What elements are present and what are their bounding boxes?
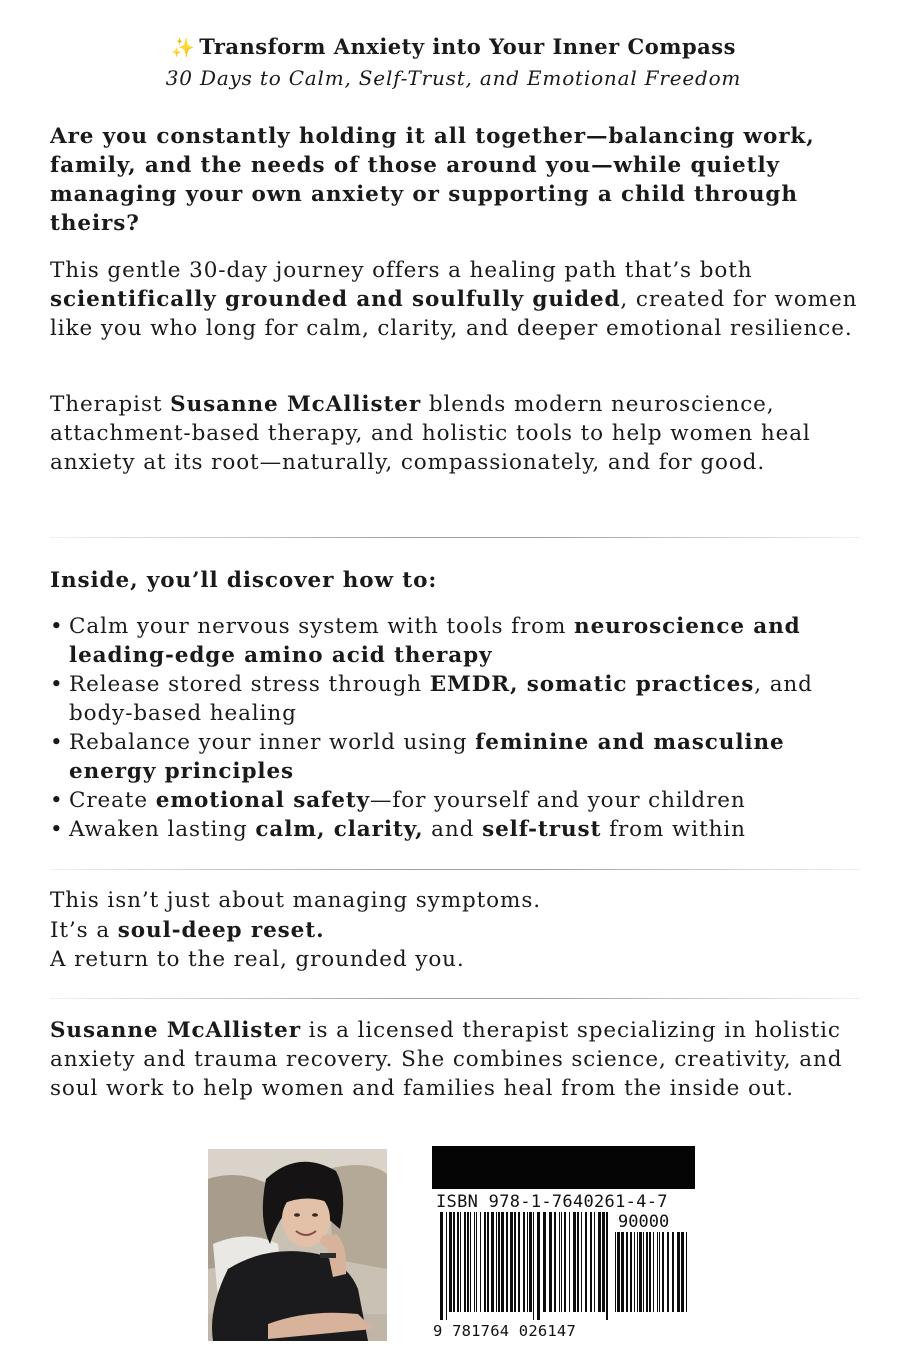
author-intro-end: blends modern neuroscience, attachment-based therapy, and holistic tools to help women heal anxiety at its root—naturally, compassionately, and for good. <box>50 392 811 475</box>
description-highlight: scientifically grounded and soulfully guided <box>50 287 621 312</box>
barcode-bar <box>510 1212 513 1312</box>
closing-line: A return to the real, grounded you. <box>50 947 465 972</box>
barcode-bar <box>518 1212 520 1312</box>
barcode-bar <box>677 1232 680 1312</box>
list-item-highlight: feminine and masculine energy principles <box>69 730 785 784</box>
barcode-bar <box>476 1212 477 1312</box>
isbn-label: ISBN 978-1-7640261-4-7 <box>436 1192 668 1212</box>
barcode-bar <box>487 1212 489 1312</box>
barcode-bar <box>606 1212 608 1320</box>
author-photo <box>208 1149 387 1341</box>
barcode-bar <box>569 1212 570 1312</box>
barcode-bar <box>559 1212 560 1312</box>
list-item-text: Rebalance your inner world using <box>69 730 476 755</box>
ean-digits: 9 781764 026147 <box>433 1322 576 1340</box>
barcode-bar <box>457 1212 459 1312</box>
barcode-black-band <box>432 1146 695 1189</box>
barcode-bar <box>659 1232 660 1312</box>
list-item-text: Create <box>69 788 156 813</box>
barcode-bar <box>554 1212 556 1312</box>
barcode-bar <box>561 1212 562 1312</box>
sparkle-icon: ✨ <box>171 37 196 59</box>
barcode-bar <box>573 1212 576 1312</box>
benefit-list <box>50 612 865 844</box>
list-item-highlight: EMDR, somatic practices <box>429 672 755 697</box>
barcode-bar <box>672 1232 674 1312</box>
barcode-bar <box>594 1212 595 1312</box>
description-text-start: This gentle 30-day journey offers a healing path that’s both <box>50 258 753 283</box>
closing-line <box>50 916 865 946</box>
barcode-bar <box>460 1212 461 1312</box>
barcode-bar <box>496 1212 497 1312</box>
intro-question: Are you constantly holding it all together—balancing work, family, and the needs of those around you—while quietly managing your own anxiety or supporting a child through theirs? <box>50 124 815 236</box>
barcode-bar <box>639 1232 642 1312</box>
barcode-bar <box>598 1212 601 1312</box>
barcode-bar <box>653 1232 654 1312</box>
barcode-bar <box>453 1212 455 1312</box>
barcode-bar <box>590 1212 592 1312</box>
barcode-bar <box>449 1212 452 1312</box>
closing-highlight: soul-deep reset. <box>117 917 325 943</box>
author-name: Susanne McAllister <box>170 392 422 417</box>
barcode-bar <box>480 1212 481 1312</box>
barcode-bar <box>621 1232 624 1312</box>
barcode-bar <box>634 1232 635 1312</box>
list-item <box>50 612 865 670</box>
barcode-bar <box>491 1212 494 1312</box>
author-intro-start: Therapist <box>50 392 171 417</box>
list-item <box>50 786 865 815</box>
barcode-bar <box>543 1212 546 1312</box>
barcode-bar <box>440 1212 443 1320</box>
list-item-text: , and body-based healing <box>69 672 813 726</box>
barcode-bar <box>514 1212 516 1312</box>
list-item-highlight: calm, clarity, <box>255 817 424 842</box>
ean-barcode-bars <box>440 1212 610 1320</box>
list-item <box>50 728 865 786</box>
closing-line-text: It’s a <box>50 917 118 943</box>
divider <box>50 869 860 870</box>
addon-barcode-bars <box>615 1232 691 1320</box>
author-portrait-illustration <box>208 1149 387 1341</box>
description-paragraph <box>50 256 865 343</box>
barcode-bar <box>498 1212 500 1312</box>
list-item-text: and <box>423 817 483 842</box>
barcode-bar <box>446 1212 447 1320</box>
barcode-bar <box>474 1212 475 1312</box>
list-item-highlight: emotional safety <box>155 788 370 813</box>
barcode-bar <box>617 1232 620 1312</box>
list-item <box>50 815 865 844</box>
barcode-bar <box>533 1212 534 1320</box>
barcode-bar <box>581 1212 582 1312</box>
barcode-bar <box>602 1212 605 1312</box>
cover-title <box>0 33 907 62</box>
barcode-bar <box>643 1232 644 1312</box>
bio-text: is a licensed therapist specializing in holistic anxiety and trauma recovery. She combines science, creativity, and soul work to help women and families heal from the inside out. <box>50 1018 843 1101</box>
divider <box>50 537 860 538</box>
list-item <box>50 670 865 728</box>
description-text-end: , created for women like you who long for calm, clarity, and deeper emotional resilience. <box>50 287 858 341</box>
list-item-text: from within <box>601 817 746 842</box>
barcode-bar <box>667 1232 669 1312</box>
list-item-text: Calm your nervous system with tools from <box>69 614 575 639</box>
barcode-bar <box>662 1232 664 1312</box>
barcode-bar <box>626 1232 628 1312</box>
header <box>0 33 907 92</box>
barcode-bar <box>523 1212 525 1312</box>
bio-author-name: Susanne McAllister <box>50 1018 301 1043</box>
addon-code: 90000 <box>618 1212 670 1232</box>
cover-subtitle: 30 Days to Calm, Self-Trust, and Emotional Freedom <box>165 66 742 90</box>
barcode-bar <box>577 1212 579 1312</box>
list-item-highlight: neuroscience and leading-edge amino acid therapy <box>69 614 801 668</box>
barcode-bar <box>470 1212 471 1312</box>
author-bio <box>50 1016 865 1103</box>
list-item-highlight: self-trust <box>482 817 602 842</box>
barcode-bar <box>464 1212 466 1312</box>
list-item-text: —for yourself and your children <box>370 788 746 813</box>
barcode-bar <box>501 1212 504 1312</box>
inside-heading: Inside, you’ll discover how to: <box>50 568 438 593</box>
barcode-bar <box>527 1212 528 1312</box>
barcode-bar <box>686 1232 687 1312</box>
barcode-bar <box>537 1212 540 1320</box>
barcode-bar <box>564 1212 566 1312</box>
barcode-bar <box>630 1232 632 1312</box>
closing-statement <box>50 886 865 975</box>
barcode-bar <box>637 1232 638 1312</box>
barcode-bar <box>615 1232 616 1312</box>
barcode-bar <box>585 1212 587 1312</box>
isbn-barcode <box>432 1146 695 1344</box>
barcode-bar <box>657 1232 658 1312</box>
barcode-bar <box>681 1232 684 1312</box>
barcode-bar <box>649 1232 651 1312</box>
divider <box>50 998 860 999</box>
closing-line: This isn’t just about managing symptoms. <box>50 888 541 913</box>
barcode-bar <box>506 1212 508 1312</box>
author-intro-paragraph <box>50 390 865 477</box>
barcode-bar <box>549 1212 552 1312</box>
list-item-text: Release stored stress through <box>69 672 430 697</box>
barcode-bar <box>467 1212 469 1312</box>
barcode-bar <box>484 1212 486 1312</box>
list-item-text: Awaken lasting <box>69 817 256 842</box>
barcode-bar <box>646 1232 648 1312</box>
cover-title-text: Transform Anxiety into Your Inner Compass <box>199 34 736 59</box>
barcode-bar <box>529 1212 532 1312</box>
